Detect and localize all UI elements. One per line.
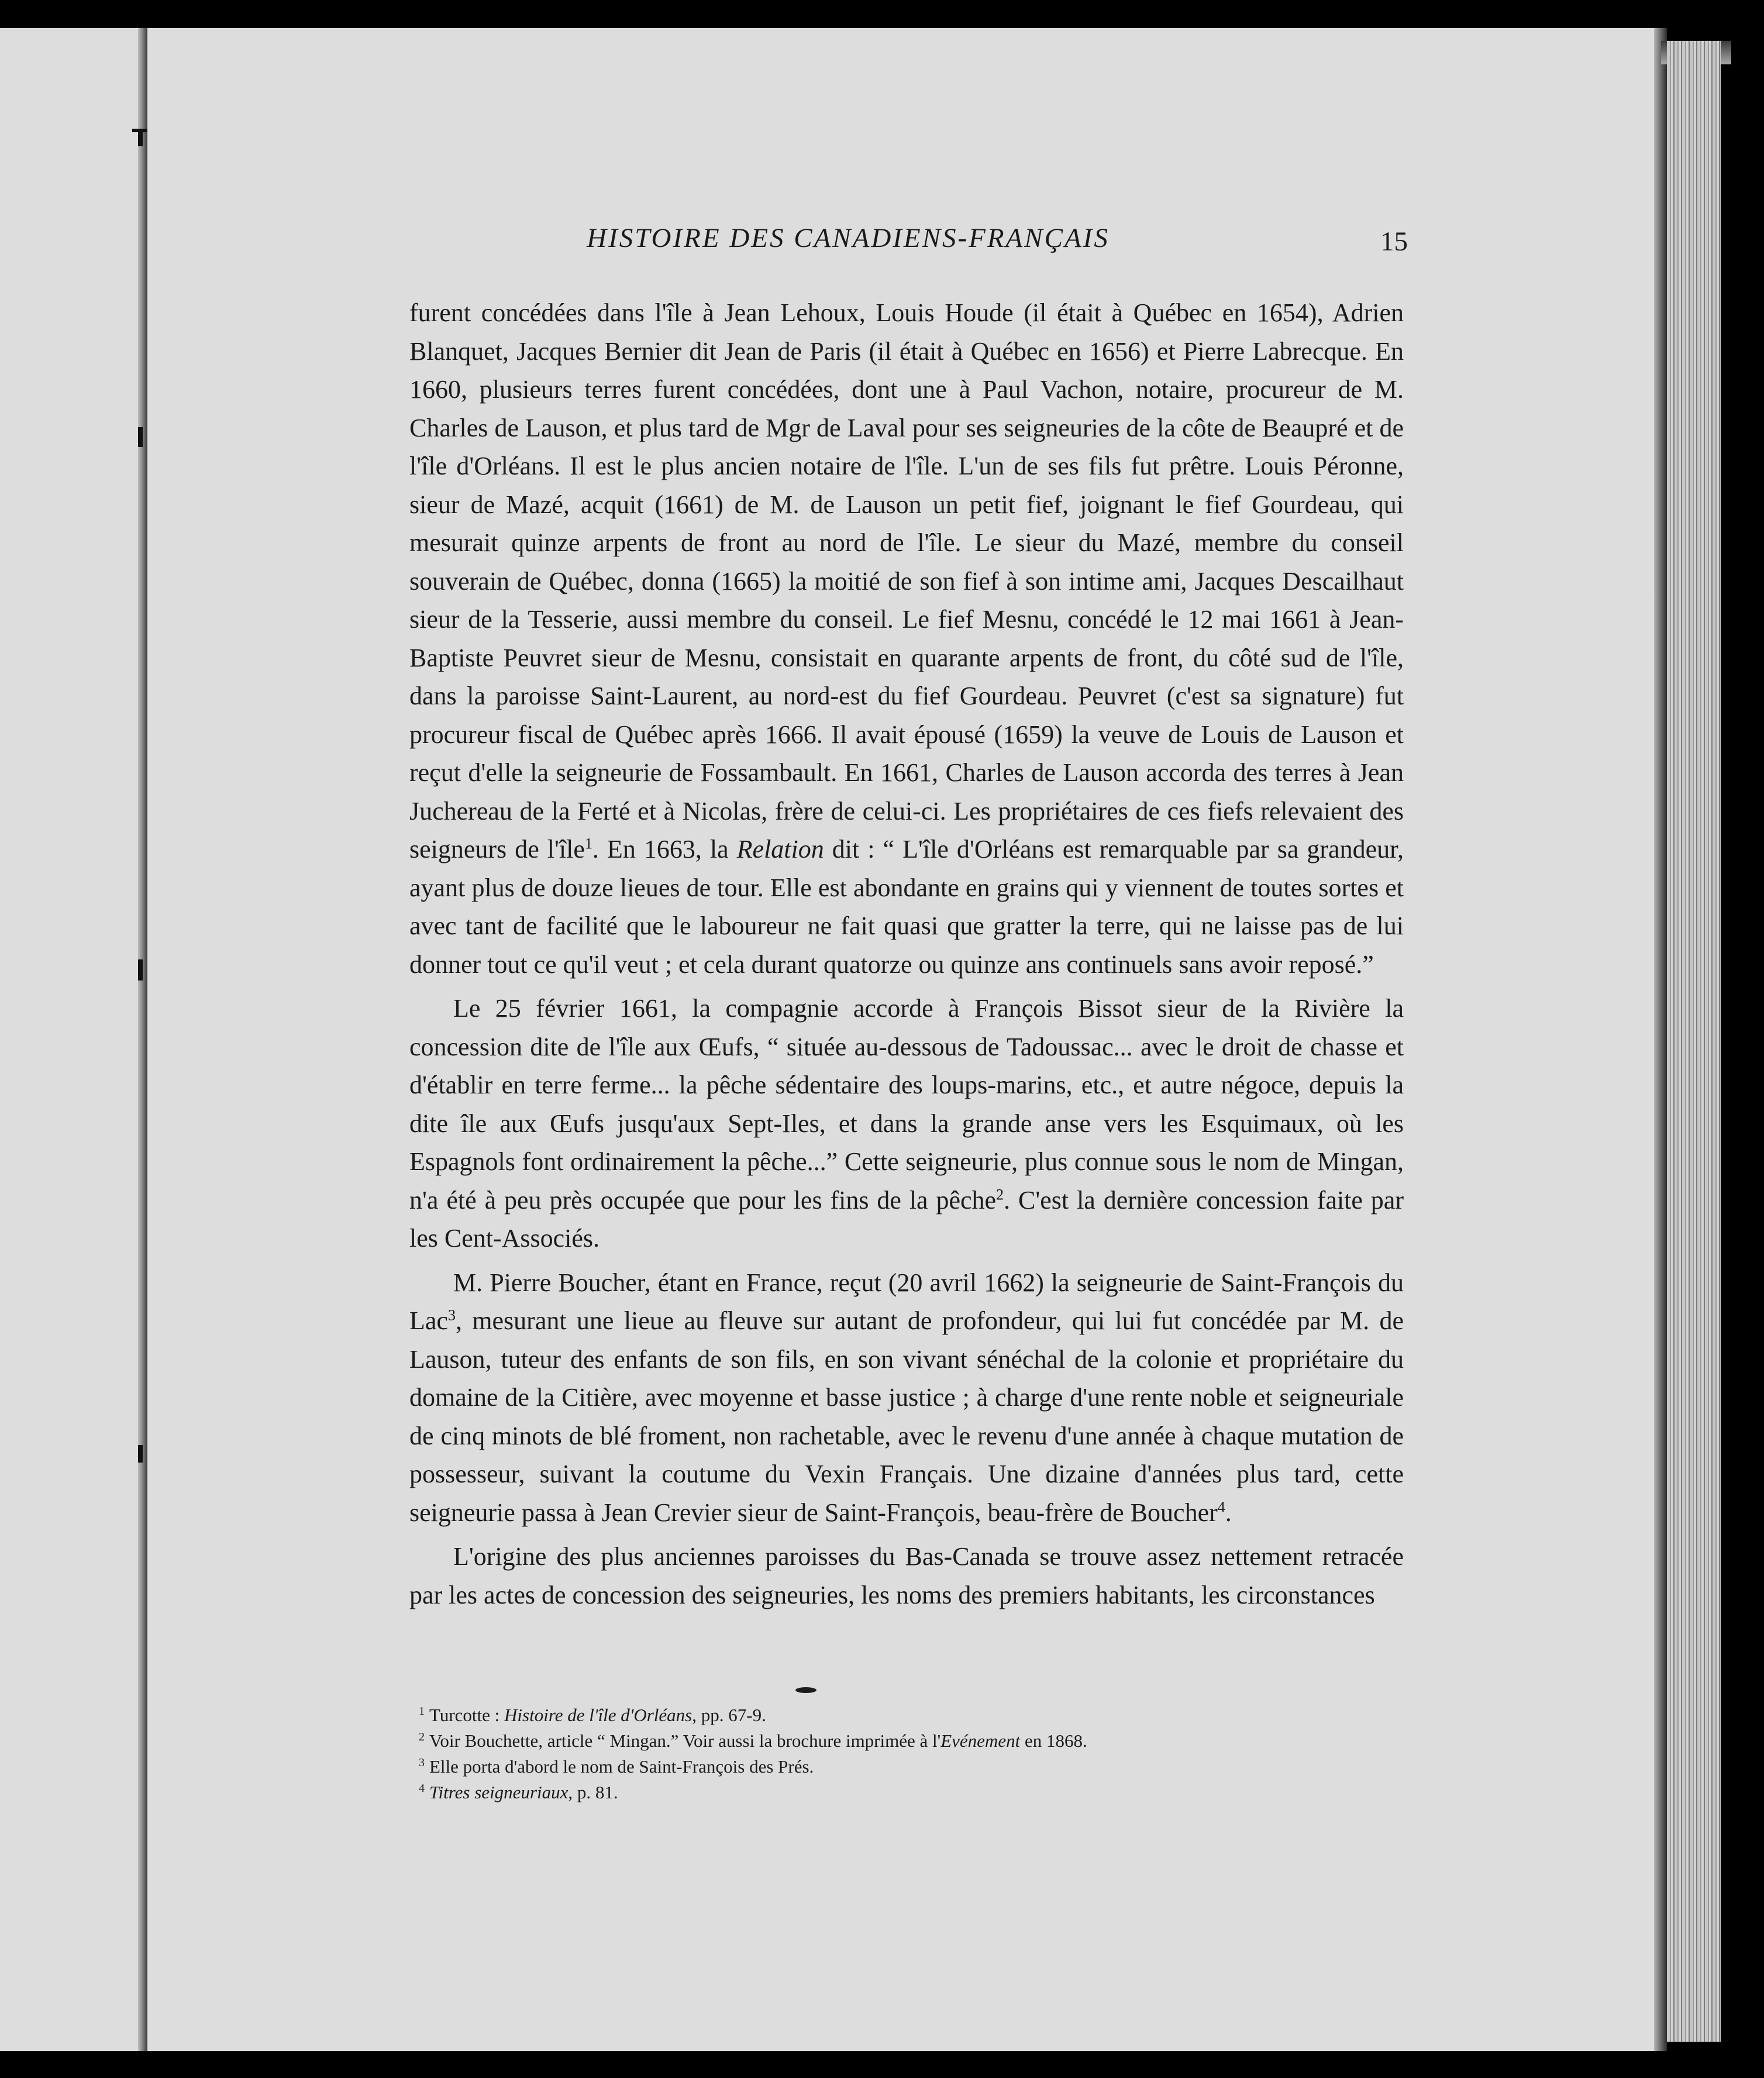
scan-border-top: [0, 0, 1764, 28]
binding-mark: [138, 959, 143, 980]
paragraph-text: dit : “ L'île d'Orléans est remarquable par sa grandeur, ayant plus de douze lieues de tour. Elle est abondante en grains qui y viennent de toutes sortes et avec tant de facilité que le laboureur ne fait quasi que gratter la terre, qui ne laisse pas de lui donner tout ce qu'il veut ; et cela durant quatorze ou quinze ans continuels sans avoir reposé.”: [409, 835, 1404, 979]
footnote: [419, 1780, 1413, 1805]
scan-border-bottom: [0, 2051, 1764, 2078]
paragraph-text: . C'est la dernière concession faite par les Cent-Associés.: [409, 1185, 1404, 1253]
footnote-number: 2: [419, 1730, 425, 1743]
page-number: 15: [1380, 226, 1408, 257]
footnote-ref: 1: [584, 835, 592, 852]
paragraph-text: Le 25 février 1661, la compagnie accorde à François Bissot sieur de la Rivière la concession dite de l'île aux Œufs, “ située au-dessous de Tadoussac... avec le droit de chasse et d'établir en terre ferme... la pêche sédentaire des loups-marins, etc., et autre négoce, depuis la dite île aux Œufs jusqu'aux Sept-Iles, et dans la grande anse vers les Esquimaux, où les Espagnols font ordinairement la pêche...” Cette seigneurie, plus connue sous le nom de Mingan, n'a été à peu près occupée que pour les fins de la pêche: [409, 994, 1404, 1215]
italic-title: Relation: [736, 835, 824, 863]
binding-mark: [138, 1445, 143, 1463]
footnote: [419, 1754, 1413, 1780]
paragraph-text: , mesurant une lieue au fleuve sur autant de profondeur, qui lui fut concédée par M. de Lauson, tuteur des enfants de son fils, en son vivant sénéchal de la colonie et propriétaire du domaine de la Citière, avec moyenne et basse justice ; à charge d'une rente noble et seigneuriale de cinq minots de blé froment, non rachetable, avec le revenu d'une année à chaque mutation de possesseur, suivant la coutume du Vexin Français. Une dizaine d'années plus tard, cette seigneurie passa à Jean Crevier sieur de Saint-François, beau-frère de Boucher: [409, 1306, 1404, 1527]
running-title: HISTOIRE DES CANADIENS-FRANÇAIS: [587, 223, 1110, 253]
binding-mark: [138, 129, 143, 146]
footnote-text: en 1868.: [1020, 1730, 1087, 1751]
footnote-text: , pp. 67-9.: [692, 1705, 766, 1725]
binding-mark: [138, 427, 143, 447]
paragraph-text: M. Pierre Boucher, étant en France, reçut (20 avril 1662) la seigneurie de Saint-François du Lac: [409, 1268, 1404, 1335]
page-stack-edges: [1667, 41, 1721, 2042]
footnote-italic: Histoire de l'île d'Orléans: [504, 1705, 692, 1725]
paragraph: [409, 989, 1404, 1258]
page-edge-shadow: [1654, 28, 1667, 2051]
paragraph-text: L'origine des plus anciennes paroisses du Bas-Canada se trouve assez nettement retracée par les actes de concession des seigneuries, les noms des premiers habitants, les circonstances: [409, 1542, 1404, 1609]
paragraph-text: furent concédées dans l'île à Jean Lehoux, Louis Houde (il était à Québec en 1654), Adrien Blanquet, Jacques Bernier dit Jean de Paris (il était à Québec en 1656) et Pierre Labrecque. En 1660, plusieurs terres furent concédées, dont une à Paul Vachon, notaire, procureur de M. Charles de Lauson, et plus tard de Mgr de Laval pour ses seigneuries de la côte de Beaupré et de l'île d'Orléans. Il est le plus ancien notaire de l'île. L'un de ses fils fut prêtre. Louis Péronne, sieur de Mazé, acquit (1661) de M. de Lauson un petit fief, joignant le fief Gourdeau, qui mesurait quinze arpents de front au nord de l'île. Le sieur du Mazé, membre du conseil souverain de Québec, donna (1665) la moitié de son fief à son intime ami, Jacques Descailhaut sieur de la Tesserie, aussi membre du conseil. Le fief Mesnu, concédé le 12 mai 1661 à Jean-Baptiste Peuvret sieur de Mesnu, consistait en quarante arpents de front, du côté sud de l'île, dans la paroisse Saint-Laurent, au nord-est du fief Gourdeau. Peuvret (c'est sa signature) fut procureur fiscal de Québec après 1666. Il avait épousé (1659) la veuve de Louis de Lauson et reçut d'elle la seigneurie de Fossambault. En 1661, Charles de Lauson accorda des terres à Jean Juchereau de la Ferté et à Nicolas, frère de celui-ci. Les propriétaires de ces fiefs relevaient des seigneurs de l'île: [409, 298, 1404, 863]
paragraph-text: . En 1663, la: [592, 835, 737, 863]
footnote: [419, 1702, 1413, 1728]
paragraph-text: .: [1225, 1498, 1232, 1527]
footnote-number: 3: [419, 1756, 425, 1769]
footnote-italic: Titres seigneuriaux: [429, 1782, 569, 1802]
body-text: [409, 294, 1404, 1614]
footnote-text: , p. 81.: [568, 1782, 618, 1802]
footnote-separator: [795, 1687, 816, 1693]
footnotes: [419, 1702, 1413, 1805]
footnote-ref: 4: [1217, 1498, 1225, 1515]
footnote-number: 1: [419, 1704, 425, 1718]
footnote: [419, 1728, 1413, 1754]
paragraph: [409, 1264, 1404, 1532]
footnote-text: Voir Bouchette, article “ Mingan.” Voir aussi la brochure imprimée à l': [429, 1730, 941, 1751]
paragraph: [409, 1537, 1404, 1614]
paragraph: [409, 294, 1404, 983]
footnote-ref: 3: [447, 1306, 456, 1324]
facing-page-edge: [0, 28, 142, 2051]
footnote-italic: Evénement: [940, 1730, 1021, 1751]
footnote-number: 4: [419, 1781, 425, 1795]
footnote-text: Elle porta d'abord le nom de Saint-François des Prés.: [429, 1756, 814, 1777]
book-gutter: [138, 28, 147, 2051]
footnote-ref: 2: [996, 1185, 1004, 1203]
footnote-text: Turcotte :: [429, 1705, 505, 1725]
